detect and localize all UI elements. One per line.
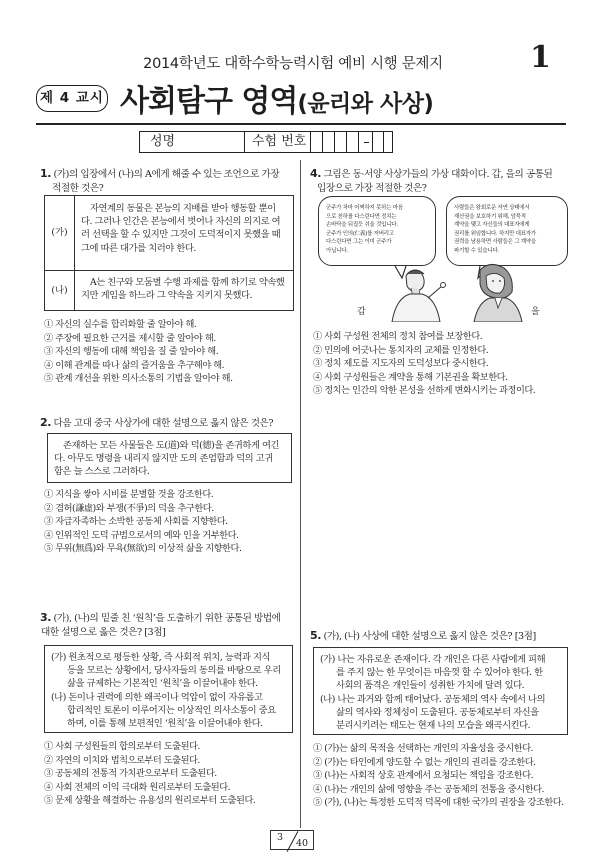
speech-bubble-ga: 군주가 차마 어쩌하지 못하는 마음 으로 천하를 다스린다면 정치는 손바닥을 뒤집듯 쉬울 것입니다. 군주가 인의(仁義)를 저버리고 다스린다면 그는 이미 군주가 아닙니다. [318, 196, 436, 266]
exam-number-cell [346, 132, 347, 152]
page-number: 1 [530, 40, 551, 75]
question-5-choices [313, 742, 564, 810]
question-3-choices [44, 740, 255, 808]
bubble-tail-ga [395, 266, 406, 278]
choice-4[interactable]: ④ 사회 전체의 이익 극대화 원리로부터 도출된다. [44, 781, 231, 793]
name-divider [244, 132, 245, 152]
name-and-exam-number-box [139, 131, 393, 153]
column-divider [300, 160, 301, 828]
name-label: 성명 [150, 134, 176, 149]
choice-1[interactable]: ① 사회 구성원들의 합의로부터 도출된다. [44, 741, 200, 752]
question-2-passage-box: 존재하는 모든 사물들은 도(道)와 덕(德)을 존귀하게 여긴 다. 아무도 명령을 내리지 않지만 도의 존엄함과 덕의 고귀 함은 늘 스스로 그러하다. [47, 433, 292, 483]
choice-5[interactable]: ⑤ 문제 상황을 해결하는 유용성의 원리로부터 도출된다. [44, 795, 256, 807]
choice-2[interactable]: ② 겸허(謙虛)와 부쟁(不爭)의 덕을 추구한다. [44, 502, 214, 514]
exam-header [0, 0, 600, 180]
choice-3[interactable]: ③ 공동체의 전통적 가치관으로부터 도출된다. [44, 768, 217, 780]
choice-3[interactable]: ③ 자신의 행동에 대해 책임을 질 줄 알아야 해. [44, 346, 219, 358]
footer-page: 3 [277, 832, 284, 843]
figure-label-eul: 을 [531, 307, 540, 317]
question-2-choices [44, 488, 241, 556]
question-1-choices [44, 318, 233, 386]
exam-number-divider [310, 132, 311, 152]
question-4-stem: 4. 그림은 동·서양 사상가들의 가상 대화이다. 갑, 을의 공통된 입장으로 가장 적절한 것은? [310, 167, 553, 194]
footer-total: 40 [296, 838, 309, 849]
exam-title: 2014학년도 대학수학능력시험 예비 시행 문제지 [143, 56, 443, 72]
question-4-number: 4. [310, 167, 321, 180]
speech-bubble-eul: 사람들은 왕회로운 자연 상태에서 재산권을 보호하기 위해, 암묵적 계약을 맺고 자신들의 대표자에게 권리를 위임합니다. 하지만 대표자가 권력을 남용하면 사람들은 그 계약을 파기할 수 있습니다. [446, 196, 568, 266]
subject-sub: (윤리와 사상) [297, 91, 434, 117]
choice-5[interactable]: ⑤ (가), (나)는 특정한 도덕적 덕목에 대한 국가의 권장을 강조한다. [313, 797, 564, 809]
exam-number-cell [383, 132, 384, 152]
ga-figure [392, 270, 446, 322]
choice-1[interactable]: ① 지식을 쌓아 시비를 분별할 것을 강조한다. [44, 489, 214, 500]
question-1-number: 1. [40, 167, 51, 180]
question-3-number: 3. [40, 611, 51, 624]
question-1-stem: 1. (가)의 입장에서 (나)의 A에게 해줄 수 있는 조언으로 가장 적절한 것은? [40, 167, 280, 194]
exam-number-cell [322, 132, 323, 152]
choice-3[interactable]: ③ (나)는 사회적 상호 관계에서 요청되는 책임을 강조한다. [313, 770, 534, 782]
choice-1[interactable]: ① 사회 구성원 전체의 정치 참여를 보장한다. [313, 331, 483, 342]
title-rule [36, 123, 566, 125]
page-footer [270, 830, 314, 850]
question-5-number: 5. [310, 629, 321, 642]
question-2-stem: 2. 다음 고대 중국 사상가에 대한 설명으로 옳지 않은 것은? [40, 416, 274, 429]
choice-4[interactable]: ④ 이해 관계를 따나 삶의 즐거움을 추구해야 해. [44, 359, 225, 371]
question-3-stem: 3. (가), (나)의 밑줄 친 ‘원칙’을 도출하기 위한 공통된 방법에 대한 설명으로 옳은 것은? [3점] [40, 611, 281, 638]
question-5-stem: 5. (가), (나) 사상에 대한 설명으로 옳지 않은 것은? [3점] [310, 629, 536, 642]
question-2-number: 2. [40, 416, 51, 429]
exam-number-dash [364, 142, 369, 143]
choice-4[interactable]: ④ (나)는 개인의 삶에 영향을 주는 공동체의 전통을 중시한다. [313, 783, 545, 795]
eul-figure [474, 264, 522, 322]
passage-separator [45, 270, 293, 271]
choice-3[interactable]: ③ 자급자족하는 소박한 공동체 사회를 지향한다. [44, 516, 228, 528]
period-badge: 제 4 교시 [36, 85, 108, 112]
exam-number-cell [358, 132, 359, 152]
choice-4[interactable]: ④ 인위적인 도덕 규범으로서의 예와 인을 거부한다. [44, 529, 239, 541]
question-3-passage-box: (가) 원초적으로 평등한 상황, 즉 사회적 위치, 능력과 지식 등을 모르는 상황에서, 당사자들의 동의를 바탕으로 우리 삶을 규제하는 기본적인 ‘원칙’을 이끌어내야 한다. (나) 돈이나 권력에 의한 왜곡이나 억압이 없이 자유롭고 합리적인 토론이 이루어지는 이상적인 의사소통이 중요 하며, 이를 통해 보편적인 ‘원칙’을 이끌어내야 한다. [44, 645, 293, 733]
passage-ga: 자연계의 동물은 본능의 지배를 받아 행동할 뿐이 다. 그러나 인간은 본능에서 벗어나 자신의 의지로 여 러 선택을 할 수 있지만 그것이 도덕적이지 못했을 때 그에 따른 대가를 치러야 한다. [81, 203, 281, 254]
exam-number-cell [334, 132, 335, 152]
figure-label-ga: 갑 [357, 307, 366, 317]
choice-2[interactable]: ② (가)는 타인에게 양도할 수 없는 개인의 권리를 강조한다. [313, 756, 536, 768]
question-1-passage-table [44, 195, 294, 311]
choice-4[interactable]: ④ 사회 구성원들은 계약을 통해 기본권을 확보한다. [313, 371, 508, 383]
choice-2[interactable]: ② 자연의 이치와 법칙으로부터 도출된다. [44, 754, 200, 766]
choice-5[interactable]: ⑤ 무위(無爲)와 무욕(無欲)의 이상적 삶을 지향한다. [44, 543, 242, 555]
passage-na: A는 친구와 모둠별 수행 과제를 함께 하기로 약속했 지만 게임을 하느라 그 약속을 지키지 못했다. [81, 277, 285, 302]
choice-2[interactable]: ② 민의에 어긋나는 통치자의 교체를 인정한다. [313, 344, 489, 356]
choice-5[interactable]: ⑤ 관계 개선을 위한 의사소통의 기법을 알아야 해. [44, 373, 233, 385]
exam-number-label: 수험 번호 [252, 134, 307, 149]
subject-main: 사회탐구 영역 [120, 84, 298, 119]
passage-label-ga: (가) [45, 196, 75, 270]
subject-title [120, 76, 433, 120]
choice-3[interactable]: ③ 정치 제도를 지도자의 도덕성보다 중시한다. [313, 358, 489, 370]
choice-5[interactable]: ⑤ 정치는 인간의 악한 본성을 선하게 변화시키는 과정이다. [313, 385, 536, 397]
choice-2[interactable]: ② 주장에 필요한 근거를 제시할 줄 알아야 해. [44, 332, 216, 344]
choice-1[interactable]: ① (가)는 삶의 목적을 선택하는 개인의 자율성을 중시한다. [313, 743, 534, 754]
choice-1[interactable]: ① 자신의 실수를 합리화할 줄 알아야 해. [44, 319, 197, 330]
passage-label-na: (나) [45, 271, 75, 310]
exam-number-cell [372, 132, 373, 152]
question-5-passage-box: (가) 나는 자유로운 존재이다. 각 개인은 다른 사람에게 피해 를 주지 않는 한 무엇이든 마음껏 할 수 있어야 한다. 한 사회의 품격은 개인들이 성취한 가치에 달려 있다. (나) 나는 과거와 함께 태어났다. 공동체의 역사 속에서 나의 삶의 역사와 정체성이 도출된다. 공동체로부터 자신을 분리시키려는 태도는 현재 나의 모습을 왜곡시킨다. [313, 647, 568, 735]
question-4-choices [313, 330, 535, 398]
